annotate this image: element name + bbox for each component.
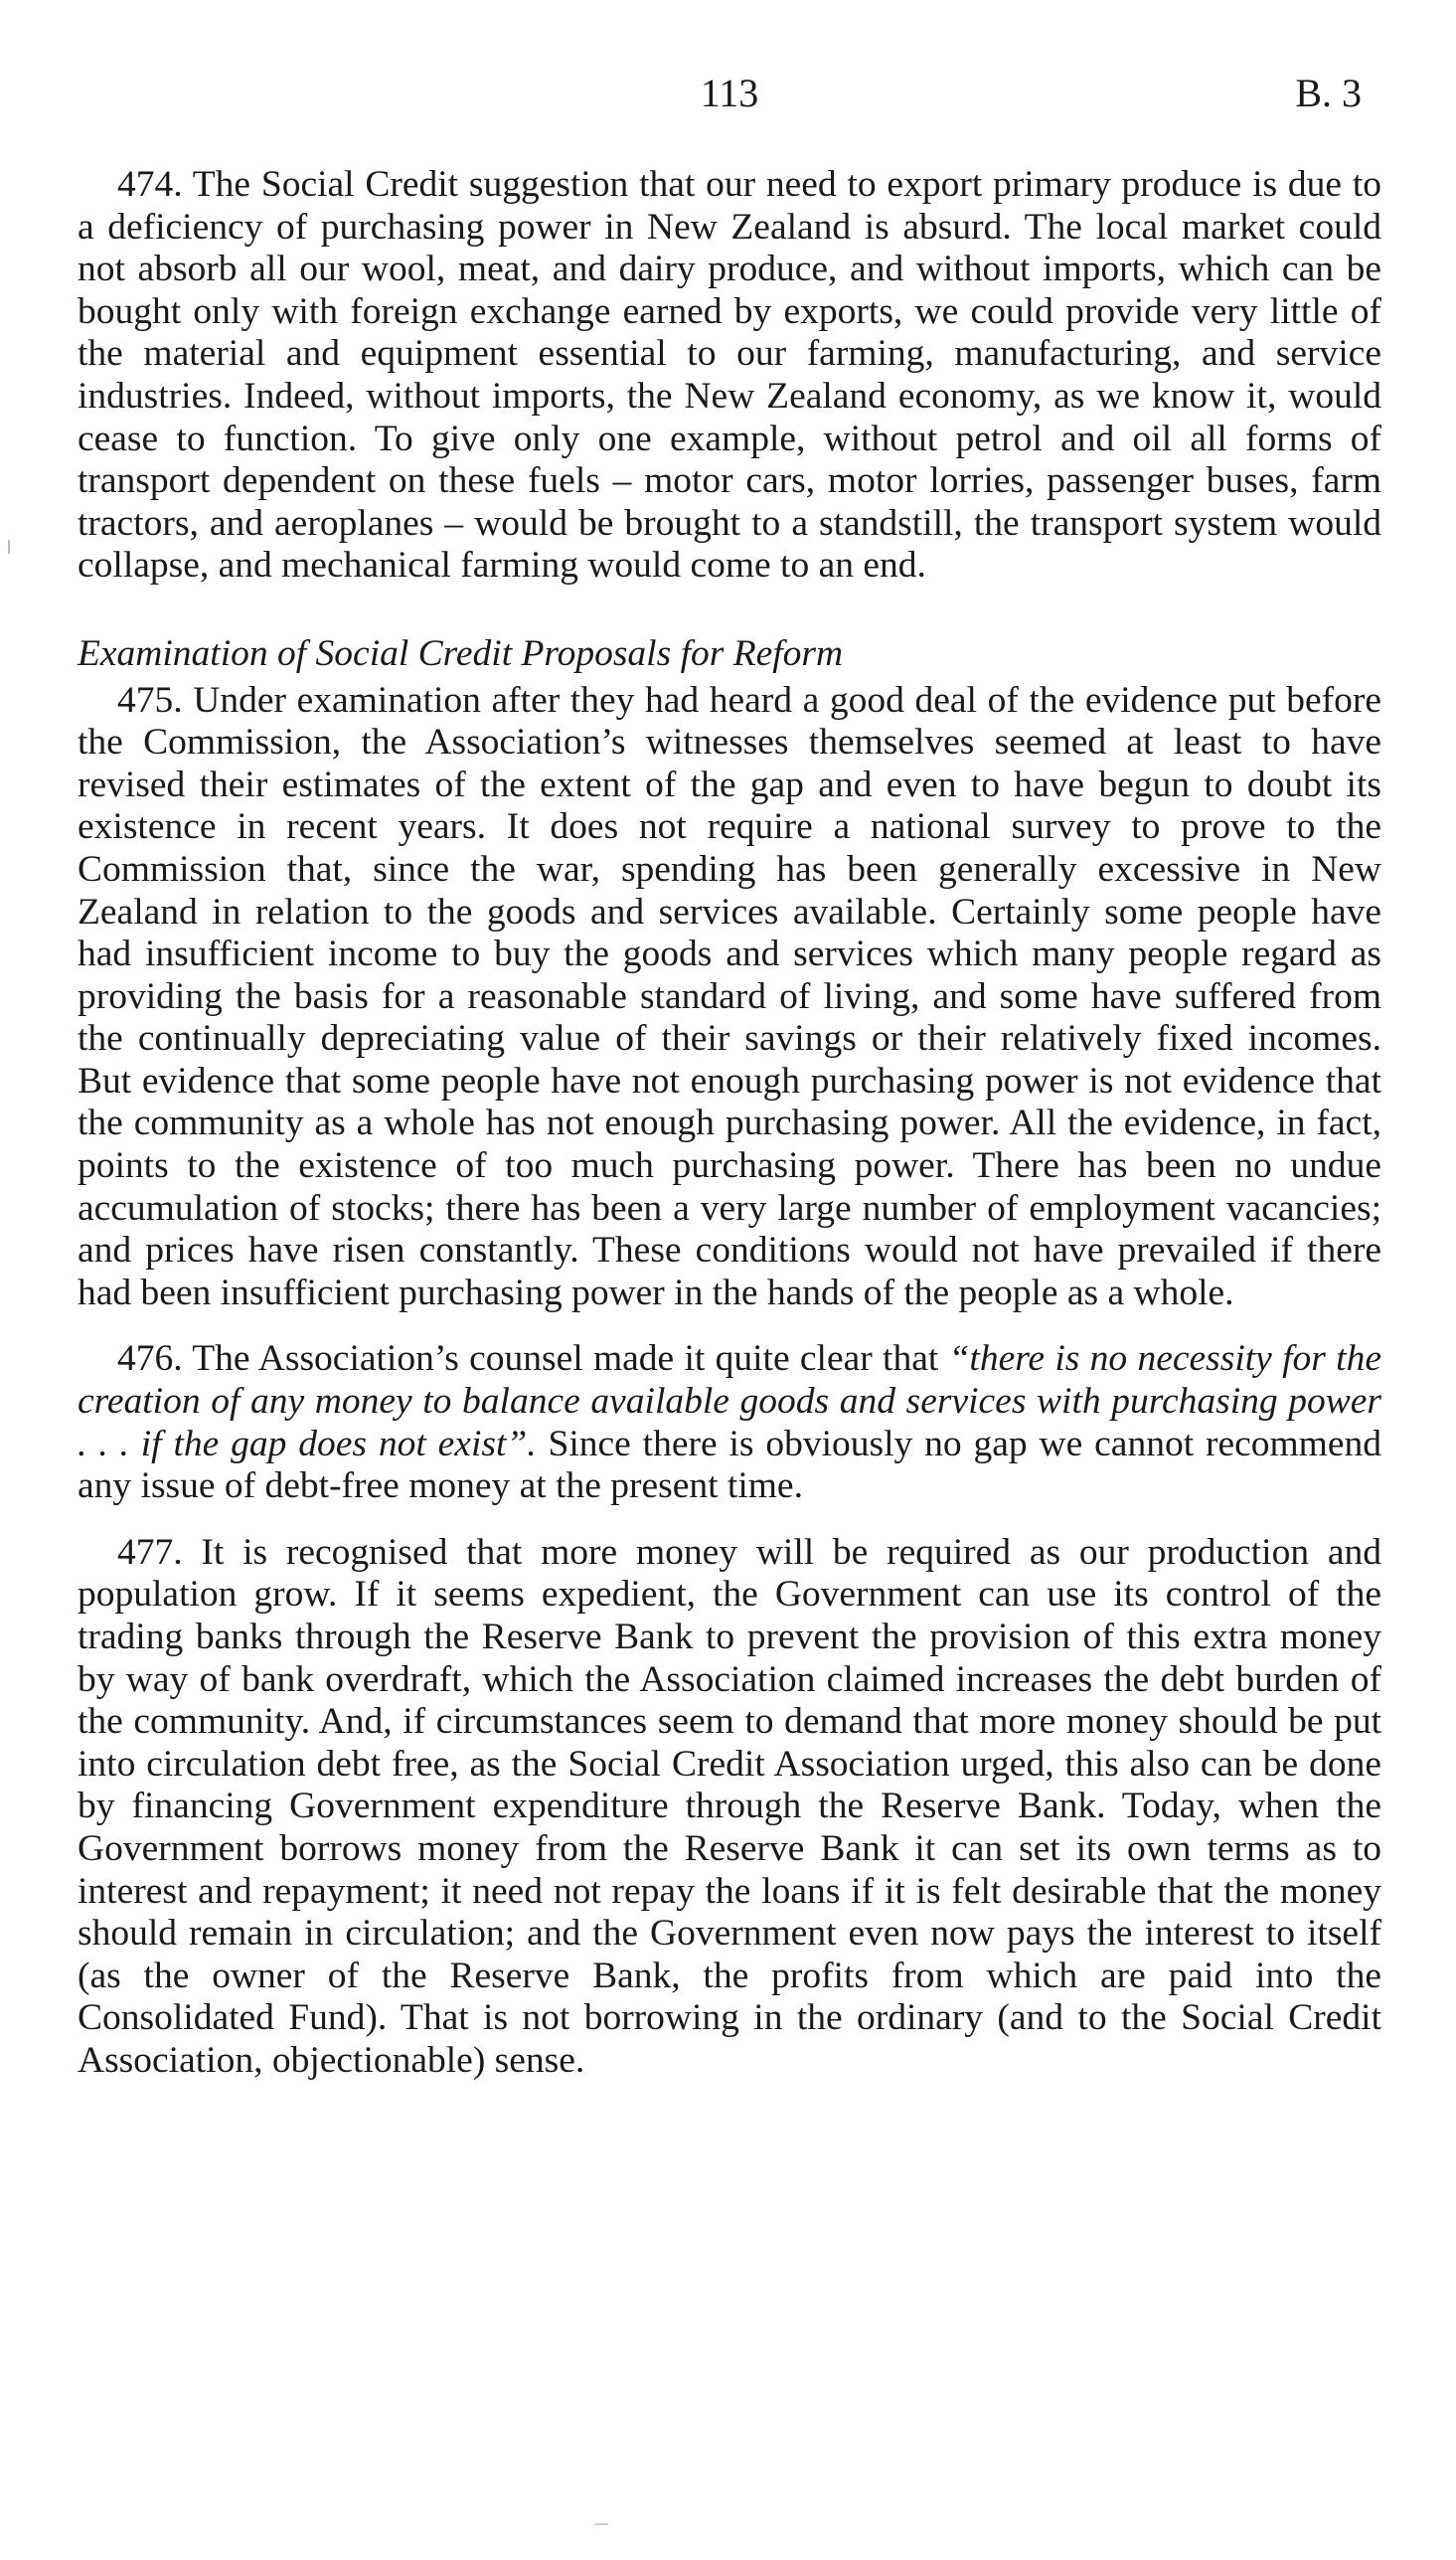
paragraph-477	[78, 1532, 1381, 2083]
paragraph-475	[78, 680, 1381, 1315]
paragraph-number: 477.	[117, 1531, 183, 1573]
paragraph-text: The Social Credit suggestion that our need to export primary produce is due to a deficiency of purchasing power in New Zealand is absurd. The local market could not absorb all our wool, meat, and dairy produce, and without imports, which can be bought only with foreign exchange earned by exports, we could provide very little of the material and equipment essential to our farming, manufacturing, and service industries. Indeed, without imports, the New Zealand economy, as we know it, would cease to function. To give only one example, without petrol and oil all forms of transport dependent on these fuels – motor cars, motor lorries, passenger buses, farm tractors, and aeroplanes – would be brought to a standstill, the transport system would collapse, and mechanical farming would come to an end.	[78, 164, 1381, 587]
footer-mark	[594, 2523, 608, 2525]
paragraph-number: 476.	[117, 1338, 183, 1380]
page-number: 113	[700, 71, 759, 115]
paragraph-476	[78, 1338, 1381, 1507]
counsel-quote: “there is no necessity for the creation of any money to balance available goods and services with purchasing power . . . if the gap does not exist”.	[78, 1338, 1381, 1464]
paragraph-number: 475.	[117, 679, 183, 721]
paragraph-text-continued: Since there is obviously no gap we cannot recommend any issue of debt-free money at the present time.	[78, 1423, 1381, 1507]
section-heading: Examination of Social Credit Proposals for Reform	[78, 632, 844, 674]
paragraph-text: The Association’s counsel made it quite clear that	[192, 1338, 949, 1380]
document-reference: B. 3	[1295, 71, 1362, 115]
paragraph-474	[78, 164, 1381, 588]
page-header	[78, 70, 1381, 129]
paragraph-text: It is recognised that more money will be required as our production and population grow. If it seems expedient, the Government can use its control of the trading banks through the Reserve Bank to prevent the provision of this extra money by way of bank overdraft, which the Association claimed increases the debt burden of the community. And, if circumstances seem to demand that more money should be put into circulation debt free, as the Social Credit Association urged, this also can be done by financing Government expenditure through the Reserve Bank. Today, when the Government borrows money from the Reserve Bank it can set its own terms as to interest and repayment; it need not repay the loans if it is felt desirable that the money should remain in circulation; and the Government even now pays the interest to itself (as the owner of the Reserve Bank, the profits from which are paid into the Consolidated Fund). That is not borrowing in the ordinary (and to the Social Credit Association, objectionable) sense.	[78, 1531, 1382, 2081]
body-text	[78, 164, 1381, 2083]
paragraph-number: 474.	[117, 164, 183, 205]
paragraph-text: Under examination after they had heard a good deal of the evidence put before the Commission, the Association’s witnesses themselves seemed at least to have revised their estimates of the extent of the gap and even to have begun to doubt its existence in recent years. It does not require a national survey to prove to the Commission that, since the war, spending has been generally excessive in New Zealand in relation to the goods and services available. Certainly some people have had insufficient income to buy the goods and services which many people regard as providing the basis for a reasonable standard of living, and some have suffered from the continually depreciating value of their savings or their relatively fixed incomes. But evidence that some people have not enough purchasing power is not evidence that the community as a whole has not enough purchasing power. All the evidence, in fact, points to the existence of too much purchasing power. There has been no undue accumulation of stocks; there has been a very large number of employment vacancies; and prices have risen constantly. These conditions would not have prevailed if there had been insufficient purchasing power in the hands of the people as a whole.	[78, 679, 1382, 1313]
margin-mark	[8, 540, 10, 554]
